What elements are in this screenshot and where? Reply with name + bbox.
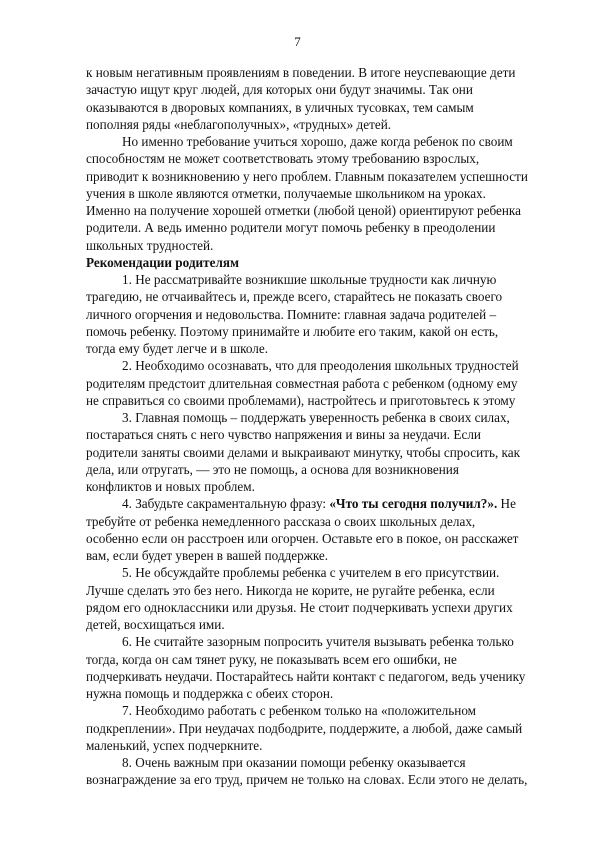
text-line — [86, 288, 556, 305]
text-line — [86, 668, 556, 685]
text-line — [86, 616, 556, 633]
line-text: дела, или отругать, — это не помощь, а основа для возникновения — [86, 461, 459, 477]
text-line — [86, 202, 556, 219]
line-text: трагедию, не отчаивайтесь и, прежде всего, старайтесь не показать своего — [86, 289, 503, 305]
line-text: 5. Не обсуждайте проблемы ребенка с учителем в его присутствии. — [122, 565, 500, 581]
text-line — [86, 357, 556, 374]
line-text: 1. Не рассматривайте возникшие школьные трудности как личную — [122, 272, 497, 287]
text-line — [86, 340, 556, 357]
text-line — [86, 392, 556, 409]
text-line — [86, 64, 556, 81]
text-line — [86, 150, 556, 167]
line-text: Именно на получение хорошей отметки (любой ценой) ориентируют ребенка — [86, 203, 521, 218]
text-line — [86, 116, 556, 133]
text-line — [86, 720, 556, 737]
text-line — [86, 495, 556, 512]
text-line — [86, 737, 556, 754]
line-text: тогда ему будет легче и в школе. — [86, 341, 269, 356]
text-line — [86, 133, 556, 150]
line-text: школьных трудностей. — [86, 237, 214, 253]
line-text: личного огорчения и недовольства. Помните: главная задача родителей – — [86, 306, 497, 322]
body-text — [86, 64, 556, 789]
line-text: 4. Забудьте сакраментальную фразу: — [122, 496, 330, 512]
text-line — [86, 754, 556, 771]
text-line — [86, 461, 556, 478]
line-text: требуйте от ребенка немедленного рассказа о своих школьных делах, — [86, 513, 476, 529]
line-text: к новым негативным проявлениям в поведении. В итоге неуспевающие дети — [86, 65, 516, 80]
line-text: родителям предстоит длительная совместная работа с ребенком (одному ему — [86, 375, 518, 391]
line-text: родители. А ведь именно родители могут помочь ребенку в преодолении — [86, 220, 496, 236]
text-line — [86, 633, 556, 650]
section-heading — [86, 254, 556, 271]
text-line — [86, 478, 556, 495]
text-line — [86, 99, 556, 116]
text-line — [86, 185, 556, 202]
line-text: вам, если будет уверен в вашей поддержке. — [86, 548, 329, 563]
line-text: 7. Необходимо работать с ребенком только на «положительном — [122, 703, 477, 719]
line-text: Рекомендации родителям — [86, 254, 239, 270]
line-text: 6. Не считайте зазорным попросить учителя вызывать ребенка только — [122, 634, 514, 650]
text-line — [86, 375, 556, 392]
text-line — [86, 306, 556, 323]
line-text: родители заняты своими делами и выкраивают минутку, чтобы спросить, как — [86, 444, 521, 460]
bold-phrase: «Что ты сегодня получил?». — [329, 496, 498, 512]
line-text: Но именно требование учиться хорошо, даже когда ребенок по своим — [122, 134, 513, 149]
text-line — [86, 168, 556, 185]
text-line — [86, 271, 556, 288]
line-text: зачастую ищут круг людей, для которых они будут значимы. Так они — [86, 82, 473, 98]
line-text: особенно если он расстроен или огорчен. Оставьте его в покое, он расскажет — [86, 530, 519, 546]
text-line — [86, 771, 556, 788]
line-text: подчеркивать неудачи. Постарайтесь найти контакт с педагогом, ведь ученику — [86, 668, 526, 684]
text-line — [86, 582, 556, 599]
line-text: пополняя ряды «неблагополучных», «трудных» детей. — [86, 116, 392, 132]
text-line — [86, 530, 556, 547]
text-line — [86, 651, 556, 668]
line-text-tail: Не — [497, 496, 516, 512]
line-text: рядом его одноклассники или друзья. Не стоит подчеркивать успехи других — [86, 599, 513, 615]
line-text: нужна помощь и поддержка с обеих сторон. — [86, 686, 334, 701]
text-line — [86, 426, 556, 443]
text-line — [86, 444, 556, 461]
text-line — [86, 702, 556, 719]
text-line — [86, 323, 556, 340]
text-line — [86, 513, 556, 530]
text-line — [86, 409, 556, 426]
line-text: не справиться со своими проблемами), настройтесь и приготовьтесь к этому — [86, 392, 516, 408]
line-text: вознаграждение за его труд, причем не только на словах. Если этого не делать, — [86, 772, 528, 788]
line-text: учения в школе являются отметки, получаемые школьником на уроках. — [86, 185, 486, 201]
line-text: приводит к возникновению у него проблем. Главным показателем успешности — [86, 168, 528, 184]
text-line — [86, 237, 556, 254]
text-line — [86, 81, 556, 98]
page-number: 7 — [294, 34, 301, 49]
line-text: детей, восхищаться ими. — [86, 617, 225, 632]
line-text: помочь ребенку. Поэтому принимайте и любите его таким, какой он есть, — [86, 323, 499, 339]
line-text: постараться снять с него чувство напряжения и вины за неудачи. Если — [86, 427, 481, 443]
line-text: подкреплении». При неудачах подбодрите, поддержите, а любой, даже самый — [86, 720, 523, 736]
line-text: 8. Очень важным при оказании помощи ребенку оказывается — [122, 755, 466, 770]
text-line — [86, 685, 556, 702]
text-line — [86, 547, 556, 564]
line-text: способностям не может соответствовать этому требованию взрослых, — [86, 151, 480, 167]
line-text: конфликтов и новых проблем. — [86, 479, 255, 494]
line-text: Лучше сделать это без него. Никогда не корите, не ругайте ребенка, если — [86, 582, 495, 598]
text-line — [86, 564, 556, 581]
line-text: оказываются в дворовых компаниях, в уличных тусовках, тем самым — [86, 99, 474, 115]
line-text: тогда, когда он сам тянет руку, не показывать всем его ошибки, не — [86, 651, 457, 667]
line-text: 3. Главная помощь – поддержать уверенность ребенка в своих силах, — [122, 410, 510, 425]
text-line — [86, 599, 556, 616]
line-text: маленький, успех подчеркните. — [86, 737, 263, 753]
text-line — [86, 219, 556, 236]
line-text: 2. Необходимо осознавать, что для преодоления школьных трудностей — [122, 358, 519, 374]
